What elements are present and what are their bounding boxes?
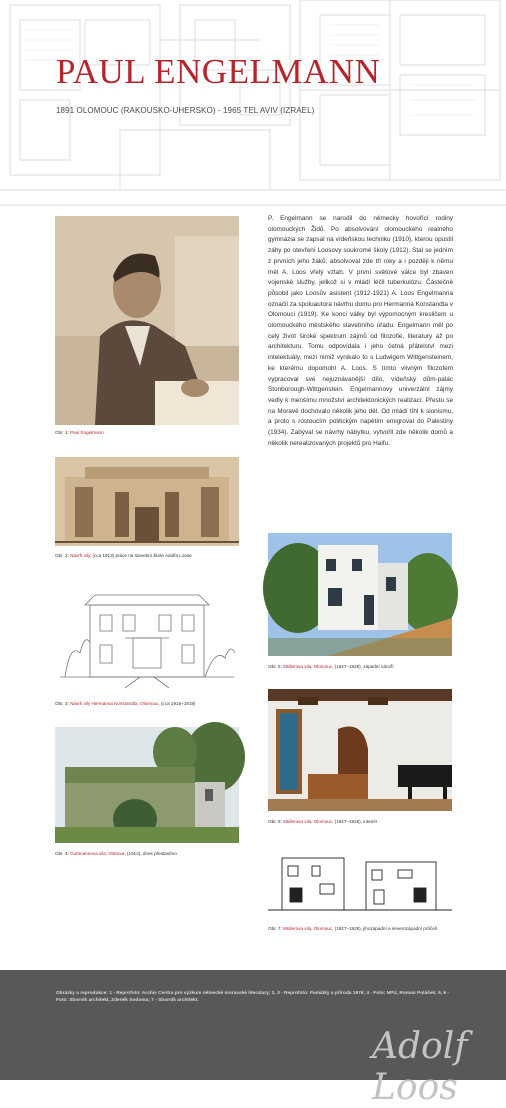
caption-title: Müllerova vila, Olomouc <box>283 926 333 931</box>
caption-title: Müllerova vila, Olomouc <box>283 819 333 824</box>
caption-7 <box>268 926 452 932</box>
footer <box>0 970 506 1108</box>
caption-1 <box>55 430 239 436</box>
image-credits: Obrázky a reprodukce: 1 - Reprofoto: Archiv Centra pro výzkum německé moravské literatury; 2, 3 - Reprofoto: Památky a příroda 1976; 4 - Foto: NPÚ, Roman Polášek; 5, 6 - Foto: Sborník architekt, Zdeněk Sodoma; 7 - Sborník architekt. <box>56 991 450 1003</box>
adolf-loos-signature: Adolf Loos <box>372 1026 468 1108</box>
muller-villa-interior-photo <box>268 689 452 811</box>
caption-4 <box>55 851 239 857</box>
page-title: PAUL ENGELMANN <box>56 52 381 91</box>
caption-title: Paul Engelmann <box>70 430 104 435</box>
caption-label: Obr. 3: <box>55 701 71 706</box>
caption-title: Guttmannova vila, Ostrava <box>70 851 125 856</box>
guttmann-villa-photo <box>55 727 239 843</box>
portrait-photo <box>55 216 239 425</box>
caption-6 <box>268 819 452 825</box>
caption-detail: , (1927–1928), interiér <box>332 819 378 824</box>
caption-detail: , (1927–1928), jihozápadní a severozápadní průčelí <box>332 926 438 931</box>
caption-3 <box>55 701 239 707</box>
caption-2 <box>55 553 239 559</box>
konstandt-villa-drawing <box>55 583 239 693</box>
life-dates: 1891 OLOMOUC (RAKOUSKO-UHERSKO) - 1965 TEL AVIV (IZRAEL) <box>56 106 315 115</box>
caption-detail: , (cca 1913) práce na stavební škole Adolfa Loose <box>89 553 192 558</box>
caption-label: Obr. 6: <box>268 819 284 824</box>
caption-label: Obr. 1: <box>55 430 71 435</box>
caption-detail: , (1912), dnes přestavěno <box>124 851 177 856</box>
caption-5 <box>268 664 452 670</box>
muller-villa-exterior-photo <box>268 533 452 656</box>
caption-label: Obr. 7: <box>268 926 284 931</box>
caption-title: Návrh vily <box>70 553 90 558</box>
caption-detail: , (1927–1928), západní nároží <box>332 664 394 669</box>
caption-title: Návrh vily Hermanna Konstandta, Olomouc <box>70 701 159 706</box>
caption-label: Obr. 5: <box>268 664 284 669</box>
caption-title: Müllerova vila, Olomouc <box>283 664 333 669</box>
muller-villa-elevations-drawing <box>268 852 452 918</box>
caption-label: Obr. 4: <box>55 851 71 856</box>
caption-label: Obr. 2: <box>55 553 71 558</box>
biography-text: P. Engelmann se narodil do německy hovořící rodiny olomouckých Židů. Po absolvování olomouckého reálného gymnázia se zapsal na vídeňskou techniku (1910), kterou opustil záhy po otevření Loosovy soukromé školy (1912). Stal se jedním z prvních jeho žáků; absolvoval zde tři roky a i později k němu měl A. Loos vřelý vztah. V první světové válce byl zbaven vojenské služby, jelikož si v mládí léčil tuberkulózu. Částečně působil jako Loosův asistent (1912-1921) A. Loos Engelmanna označil za spoluautora návrhu domu pro Hermanna Konstandta v Olomouci (1919). Ke konci války byl výpomocným kresličem u olomouckého městského stavebního úřadu. Engelmann měl po celý život široké spektrum zájmů od filozofie, literatury až po architekturu. Tomu odpovídala i jeho četná přátelství mezi intelektuály, mezi nimiž vynikalo to s Ludwigem Wittgensteinem, ke kterému dopomohl A. Loos. S tímto vlivným filozofem vypracoval své nejuznávanější dílo, vídeňský dům-palác Stonborough-Wittgenstein. Engelmannovy univerzální zájmy vedly k menšímu množství architektonických realizací. Přesto se na Moravě dochovalo několik jeho děl. Od mládí tíhl k sionismu, a proto s rostoucím politickým napětím emigroval do Palestiny (1934). Zabýval se návrhy nábytku, vytvořil zde několik domů a několik nerealizovaných projektů pro Haifu. <box>268 215 453 447</box>
villa-design-drawing <box>55 457 239 546</box>
caption-detail: , (cca 1916–1919) <box>158 701 196 706</box>
